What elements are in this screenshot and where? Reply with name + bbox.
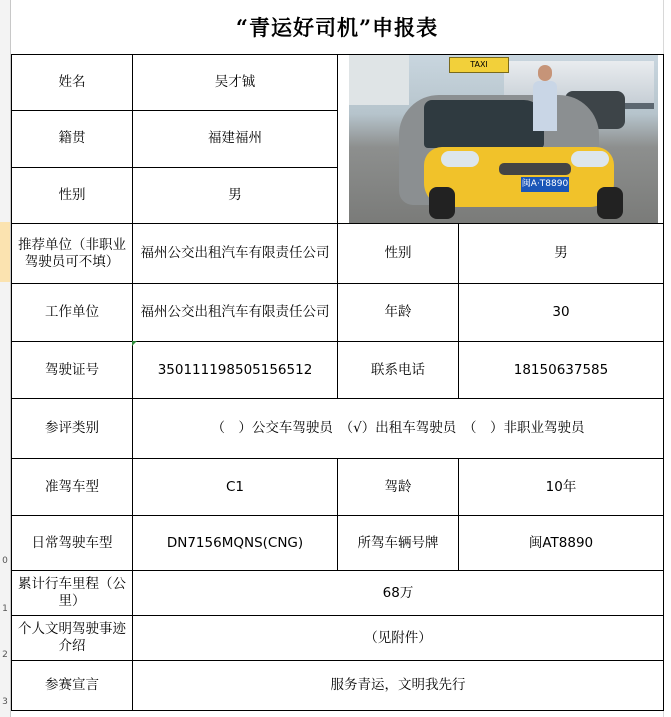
license-no-value[interactable]: 350111198505156512	[133, 342, 338, 399]
phone-value[interactable]: 18150637585	[459, 342, 664, 399]
plate-value[interactable]: 闽AT8890	[459, 516, 664, 571]
row-header-highlight	[0, 222, 10, 282]
mileage-value[interactable]: 68万	[133, 571, 664, 616]
deeds-label: 个人文明驾驶事迹介绍	[12, 616, 133, 661]
category-label: 参评类别	[12, 399, 133, 459]
row-number: 3	[2, 697, 8, 707]
daily-vehicle-label: 日常驾驶车型	[12, 516, 133, 571]
row-number: 1	[2, 604, 8, 614]
gender-label-right: 性别	[338, 224, 459, 284]
age-label: 年龄	[338, 284, 459, 342]
deeds-value[interactable]: （见附件）	[133, 616, 664, 661]
native-place-label: 籍贯	[12, 111, 133, 167]
category-value[interactable]: （ ）公交车驾驶员 （√）出租车驾驶员 （ ）非职业驾驶员	[133, 399, 664, 459]
license-type-label: 准驾车型	[12, 459, 133, 516]
gender-value-right[interactable]: 男	[459, 224, 664, 284]
gender-value[interactable]: 男	[133, 167, 338, 223]
driver-figure	[533, 65, 557, 135]
name-label: 姓名	[12, 55, 133, 111]
native-place-value[interactable]: 福建福州	[133, 111, 338, 167]
work-unit-label: 工作单位	[12, 284, 133, 342]
gender-label: 性别	[12, 167, 133, 223]
driving-years-value[interactable]: 10年	[459, 459, 664, 516]
name-value[interactable]: 吴才铖	[133, 55, 338, 111]
row-number: 2	[2, 650, 8, 660]
row-number: 0	[2, 556, 8, 566]
recommending-unit-label: 推荐单位（非职业驾驶员可不填）	[12, 224, 133, 284]
work-unit-value[interactable]: 福州公交出租汽车有限责任公司	[133, 284, 338, 342]
license-type-value[interactable]: C1	[133, 459, 338, 516]
license-plate: 闽A·T8890	[521, 177, 569, 192]
age-value[interactable]: 30	[459, 284, 664, 342]
declaration-label: 参赛宣言	[12, 661, 133, 711]
row-header-gutter	[0, 0, 11, 717]
phone-label: 联系电话	[338, 342, 459, 399]
plate-label: 所驾车辆号牌	[338, 516, 459, 571]
declaration-value[interactable]: 服务青运，文明我先行	[133, 661, 664, 711]
sheet-right-edge	[663, 0, 671, 717]
mileage-label: 累计行车里程（公里）	[12, 571, 133, 616]
license-no-label: 驾驶证号	[12, 342, 133, 399]
cell-comment-marker	[132, 341, 137, 346]
driving-years-label: 驾龄	[338, 459, 459, 516]
photo-cell	[338, 55, 664, 224]
driver-taxi-photo	[349, 55, 658, 223]
daily-vehicle-value[interactable]: DN7156MQNS(CNG)	[133, 516, 338, 571]
form-title: “青运好司机”申报表	[235, 15, 439, 40]
application-form-table	[11, 54, 664, 711]
taxi-roof-sign: TAXI	[449, 57, 509, 73]
recommending-unit-value[interactable]: 福州公交出租汽车有限责任公司	[133, 224, 338, 284]
